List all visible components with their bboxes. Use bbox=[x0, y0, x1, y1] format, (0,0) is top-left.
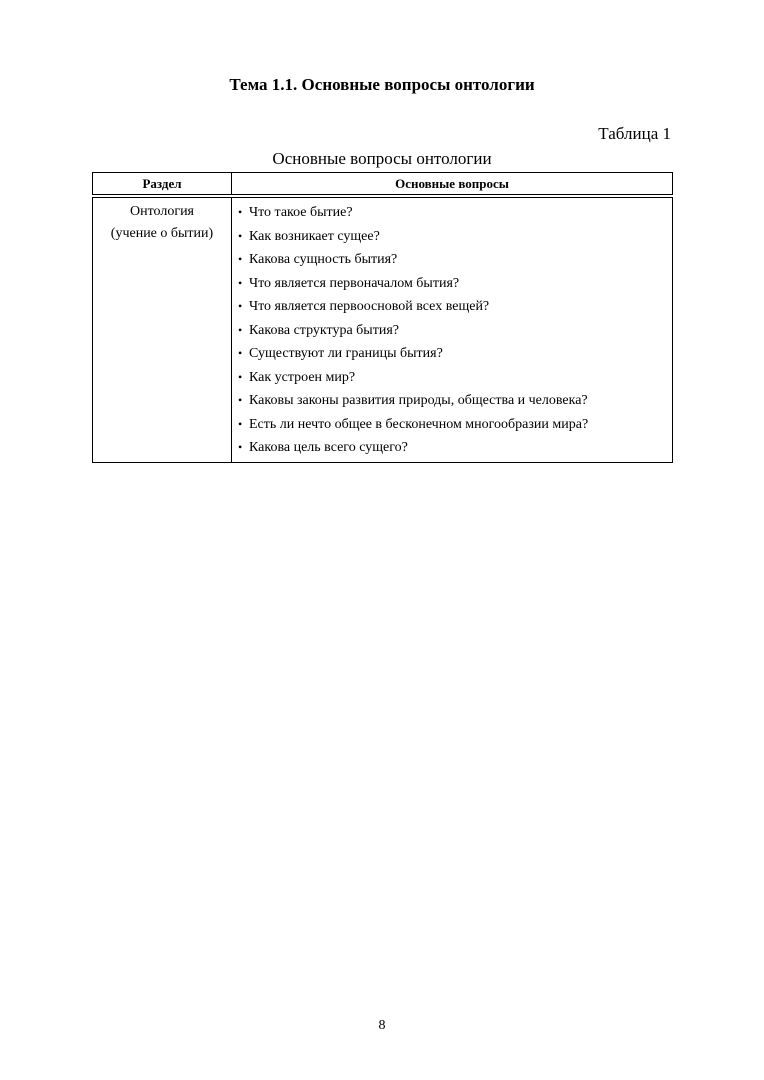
bullet-icon: • bbox=[238, 275, 243, 290]
table-caption: Основные вопросы онтологии bbox=[272, 149, 492, 168]
bullet-icon: • bbox=[238, 228, 243, 243]
ontology-questions-table bbox=[92, 172, 673, 463]
question-text: Какова сущность бытия? bbox=[249, 252, 398, 267]
table-header-row bbox=[93, 173, 673, 197]
bullet-icon: • bbox=[238, 252, 243, 266]
table-number: Таблица 1 bbox=[598, 124, 671, 143]
list-item bbox=[238, 342, 672, 366]
question-text: Существуют ли границы бытия? bbox=[249, 346, 443, 361]
header-section: Раздел bbox=[93, 173, 232, 197]
section-name: Онтология bbox=[129, 204, 194, 219]
section-cell bbox=[93, 196, 232, 462]
questions-list bbox=[238, 201, 672, 460]
question-text: Как устроен мир? bbox=[249, 369, 356, 385]
question-text: Что такое бытие? bbox=[249, 205, 353, 220]
bullet-icon: • bbox=[238, 346, 243, 360]
bullet-icon: • bbox=[238, 322, 243, 337]
question-text: Что является первоначалом бытия? bbox=[249, 275, 460, 291]
bullet-icon: • bbox=[238, 205, 243, 219]
list-item bbox=[238, 389, 672, 413]
section-description: (учение о бытии) bbox=[110, 226, 214, 241]
question-text: Как возникает сущее? bbox=[249, 228, 380, 244]
list-item bbox=[238, 225, 672, 249]
list-item bbox=[238, 413, 672, 437]
bullet-icon: • bbox=[238, 393, 243, 407]
list-item bbox=[238, 201, 672, 225]
page-number: 8 bbox=[378, 1018, 386, 1033]
question-text: Какова цель всего сущего? bbox=[249, 440, 408, 455]
topic-heading: Тема 1.1. Основные вопросы онтологии bbox=[229, 75, 535, 94]
list-item bbox=[238, 366, 672, 390]
table-row bbox=[93, 196, 673, 462]
question-text: Каковы законы развития природы, общества и человека? bbox=[249, 393, 588, 408]
question-text: Что является первоосновой всех вещей? bbox=[249, 299, 490, 314]
bullet-icon: • bbox=[238, 369, 243, 384]
bullet-icon: • bbox=[238, 440, 243, 454]
question-text: Есть ли нечто общее в бесконечном многообразии мира? bbox=[249, 416, 589, 432]
question-text: Какова структура бытия? bbox=[249, 322, 399, 338]
bullet-icon: • bbox=[238, 299, 243, 313]
list-item bbox=[238, 272, 672, 296]
list-item bbox=[238, 248, 672, 272]
list-item bbox=[238, 436, 672, 460]
header-questions: Основные вопросы bbox=[232, 173, 673, 197]
bullet-icon: • bbox=[238, 416, 243, 431]
list-item bbox=[238, 295, 672, 319]
questions-cell bbox=[232, 196, 673, 462]
list-item bbox=[238, 319, 672, 343]
